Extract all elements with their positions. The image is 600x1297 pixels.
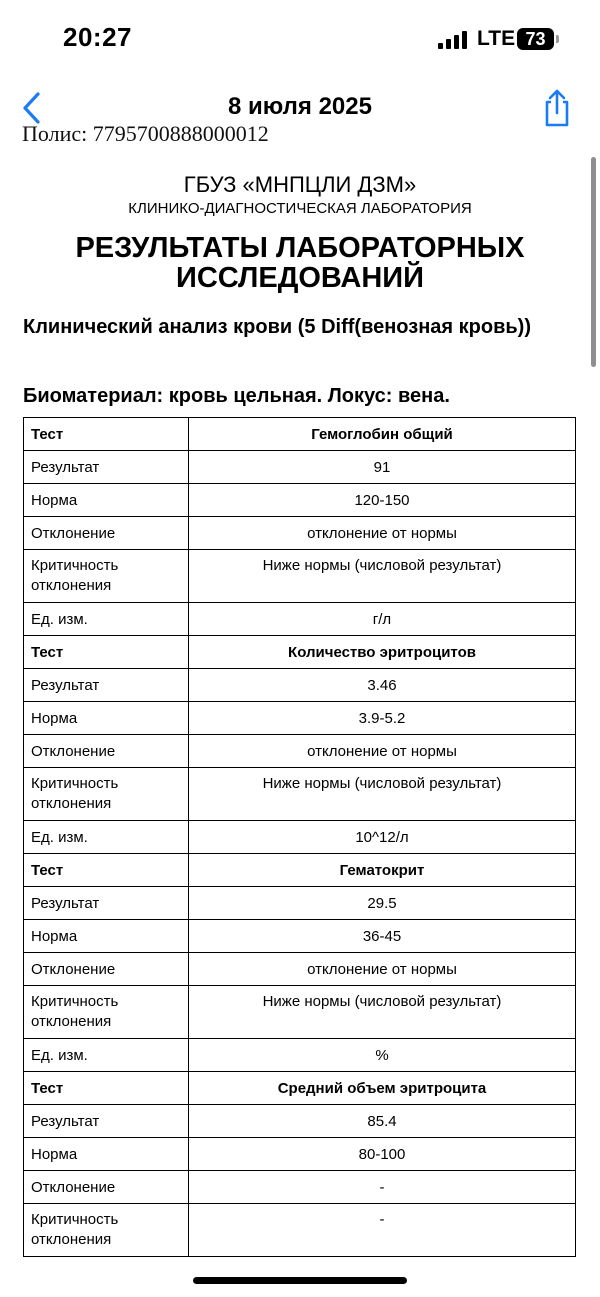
norm-label: Норма [24,920,189,953]
deviation-value: отклонение от нормы [189,517,576,550]
test-name: Гематокрит [189,854,576,887]
title-line-2: ИССЛЕДОВАНИЙ [176,262,424,294]
table-row [24,920,576,953]
table-row [24,735,576,768]
unit-label: Ед. изм. [24,1039,189,1072]
table-row [24,1105,576,1138]
table-row [24,1204,576,1257]
criticality-value: Ниже нормы (числовой результат) [189,986,576,1039]
share-icon [540,87,574,129]
test-name: Средний объем эритроцита [189,1072,576,1105]
table-row [24,854,576,887]
nav-title: 8 июля 2025 [228,93,372,120]
result-label: Результат [24,1105,189,1138]
organization-name: ГБУЗ «МНПЦЛИ ДЗМ» [183,172,417,197]
norm-value: 3.9-5.2 [189,702,576,735]
criticality-label: Критичность отклонения [24,550,189,603]
table-row [24,603,576,636]
status-bar [0,0,600,80]
table-row [24,669,576,702]
battery-icon: 73 [517,28,554,50]
norm-label: Норма [24,1138,189,1171]
unit-value: % [189,1039,576,1072]
result-label: Результат [24,887,189,920]
result-label: Результат [24,451,189,484]
table-row [24,1171,576,1204]
criticality-label: Критичность отклонения [24,1204,189,1257]
criticality-value: - [189,1204,576,1257]
share-button[interactable] [540,87,574,129]
home-indicator[interactable] [193,1277,407,1284]
deviation-value: отклонение от нормы [189,953,576,986]
unit-label: Ед. изм. [24,821,189,854]
criticality-value: Ниже нормы (числовой результат) [189,550,576,603]
norm-value: 120-150 [189,484,576,517]
norm-label: Норма [24,484,189,517]
deviation-value: отклонение от нормы [189,735,576,768]
criticality-value: Ниже нормы (числовой результат) [189,768,576,821]
test-label: Тест [24,1072,189,1105]
unit-value: 10^12/л [189,821,576,854]
test-name: Количество эритроцитов [189,636,576,669]
table-row [24,821,576,854]
table-row [24,702,576,735]
test-label: Тест [24,418,189,451]
unit-value: г/л [189,603,576,636]
title-line-1: РЕЗУЛЬТАТЫ ЛАБОРАТОРНЫХ [75,232,525,264]
cellular-signal-icon [438,31,468,49]
table-row [24,768,576,821]
table-row [24,953,576,986]
table-row [24,451,576,484]
table-row [24,986,576,1039]
norm-value: 80-100 [189,1138,576,1171]
scrollbar[interactable] [591,157,596,367]
test-label: Тест [24,636,189,669]
test-label: Тест [24,854,189,887]
deviation-label: Отклонение [24,517,189,550]
results-table [23,417,576,1257]
battery-tip [556,35,559,43]
document-view[interactable] [0,121,600,1248]
deviation-label: Отклонение [24,953,189,986]
document-title [0,233,600,293]
policy-line: Полис: 7795700888000012 [22,121,269,146]
table-row [24,484,576,517]
test-name: Гемоглобин общий [189,418,576,451]
table-row [24,1039,576,1072]
table-row [24,1138,576,1171]
norm-value: 36-45 [189,920,576,953]
biomaterial-info: Биоматериал: кровь цельная. Локус: вена. [23,385,450,407]
table-row [24,517,576,550]
criticality-label: Критичность отклонения [24,768,189,821]
deviation-label: Отклонение [24,1171,189,1204]
result-value: 91 [189,451,576,484]
network-type: LTE [477,27,516,50]
result-value: 29.5 [189,887,576,920]
unit-label: Ед. изм. [24,603,189,636]
result-label: Результат [24,669,189,702]
laboratory-name: КЛИНИКО-ДИАГНОСТИЧЕСКАЯ ЛАБОРАТОРИЯ [128,200,472,217]
result-value: 85.4 [189,1105,576,1138]
table-row [24,550,576,603]
deviation-label: Отклонение [24,735,189,768]
status-time: 20:27 [63,22,132,52]
table-row [24,418,576,451]
analysis-name: Клинический анализ крови (5 Diff(венозная кровь)) [23,316,531,338]
criticality-label: Критичность отклонения [24,986,189,1039]
table-row [24,636,576,669]
table-row [24,1072,576,1105]
norm-label: Норма [24,702,189,735]
deviation-value: - [189,1171,576,1204]
result-value: 3.46 [189,669,576,702]
table-row [24,887,576,920]
